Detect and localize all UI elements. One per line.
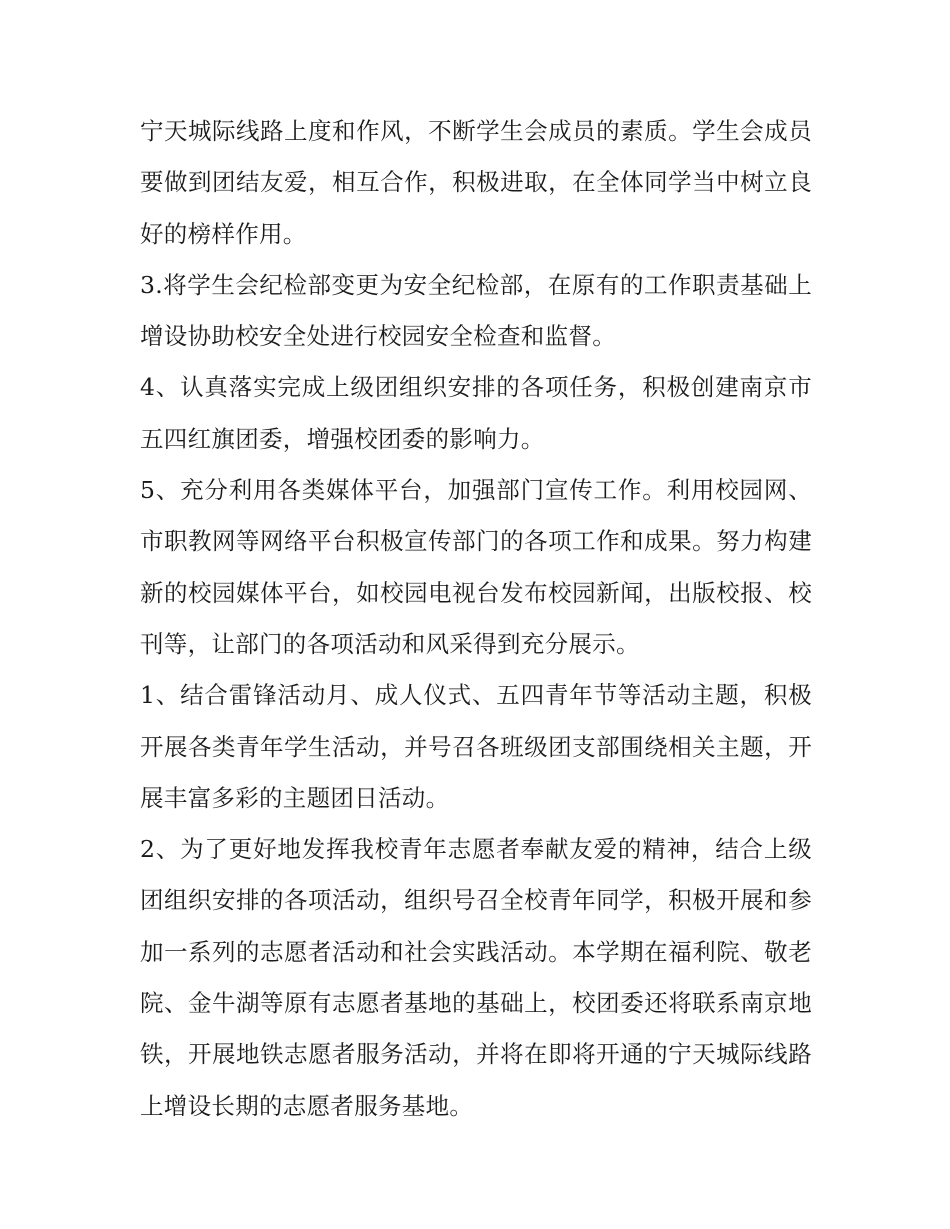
paragraph-4: 5、充分利用各类媒体平台，加强部门宣传工作。利用校园网、市职教网等网络平台积极宣传部门的各项工作和成果。努力构建新的校园媒体平台，如校园电视台发布校园新闻，出版校报、校刊等，让部门的各项活动和风采得到充分展示。 [140,476,812,658]
paragraph-3: 4、认真落实完成上级团组织安排的各项任务，积极创建南京市五四红旗团委，增强校团委的影响力。 [140,373,812,453]
paragraph-5: 1、结合雷锋活动月、成人仪式、五四青年节等活动主题，积极开展各类青年学生活动，并号召各班级团支部围绕相关主题，开展丰富多彩的主题团日活动。 [140,681,812,812]
paragraph-1: 宁天城际线路上度和作风，不断学生会成员的素质。学生会成员要做到团结友爱，相互合作，积极进取，在全体同学当中树立良好的榜样作用。 [140,117,812,248]
document-body [140,106,812,1132]
paragraph-6: 2、为了更好地发挥我校青年志愿者奉献友爱的精神，结合上级团组织安排的各项活动，组织号召全校青年同学，积极开展和参加一系列的志愿者活动和社会实践活动。本学期在福利院、敬老院、金牛湖等原有志愿者基地的基础上，校团委还将联系南京地铁，开展地铁志愿者服务活动，并将在即将开通的宁天城际线路上增设长期的志愿者服务基地。 [140,835,812,1120]
paragraph-2: 3.将学生会纪检部变更为安全纪检部，在原有的工作职责基础上增设协助校安全处进行校园安全检查和监督。 [140,270,812,351]
